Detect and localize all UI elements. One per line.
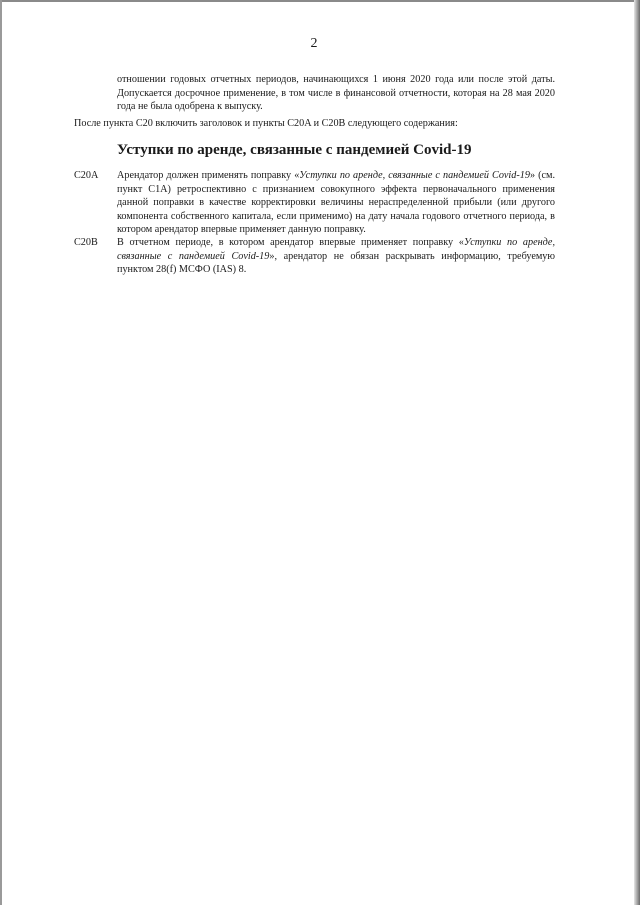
scan-edge-right bbox=[634, 0, 640, 905]
amendment-instruction: После пункта C20 включить заголовок и пункты C20A и C20B следующего содержания: bbox=[74, 118, 458, 129]
scan-edge-top bbox=[0, 0, 640, 2]
intro-line: года не была одобрена к выпуску. bbox=[117, 101, 263, 112]
amendment-title: Уступки по аренде, связанные с пандемией Covid-19 bbox=[299, 170, 530, 181]
amendment-title: Уступки по аренде, bbox=[463, 237, 555, 248]
paragraph-line: данной поправки в качестве корректировки величины нераспределенной прибыли (или другого bbox=[117, 197, 555, 208]
paragraph-id-c20a: C20A bbox=[74, 170, 99, 181]
paragraph-line: компонента собственного капитала, если применимо) на дату начала годового отчетного периода, в bbox=[117, 210, 555, 222]
paragraph-line: В отчетном периоде, в котором арендатор впервые применяет поправку «Уступки по аренде, bbox=[117, 237, 555, 248]
paragraph-c20b bbox=[117, 236, 555, 277]
paragraph-id-c20b: C20B bbox=[74, 237, 98, 248]
amendment-title: связанные с пандемией Covid-19 bbox=[117, 250, 270, 262]
scan-edge-left bbox=[0, 0, 2, 905]
section-heading: Уступки по аренде, связанные с пандемией Covid-19 bbox=[117, 142, 472, 158]
intro-line: Допускается досрочное применение, в том числе в финансовой отчетности, которая на 28 мая 2020 bbox=[117, 87, 555, 99]
paragraph-line: пункт C1A) ретроспективно с признанием совокупного эффекта первоначального применения bbox=[117, 183, 555, 195]
paragraph-line: Арендатор должен применять поправку «Уступки по аренде, связанные с пандемией Covid-19» (см. bbox=[117, 170, 555, 181]
intro-paragraph bbox=[117, 73, 555, 114]
paragraph-c20a bbox=[117, 169, 555, 237]
paragraph-line: связанные с пандемией Covid-19», арендатор не обязан раскрывать информацию, требуемую bbox=[117, 250, 555, 262]
paragraph-line: котором арендатор впервые применяет данную поправку. bbox=[117, 224, 366, 235]
page-number: 2 bbox=[310, 36, 318, 51]
paragraph-line: пунктом 28(f) МСФО (IAS) 8. bbox=[117, 264, 247, 275]
intro-line: отношении годовых отчетных периодов, начинающихся 1 июня 2020 года или после этой даты. bbox=[117, 74, 555, 85]
